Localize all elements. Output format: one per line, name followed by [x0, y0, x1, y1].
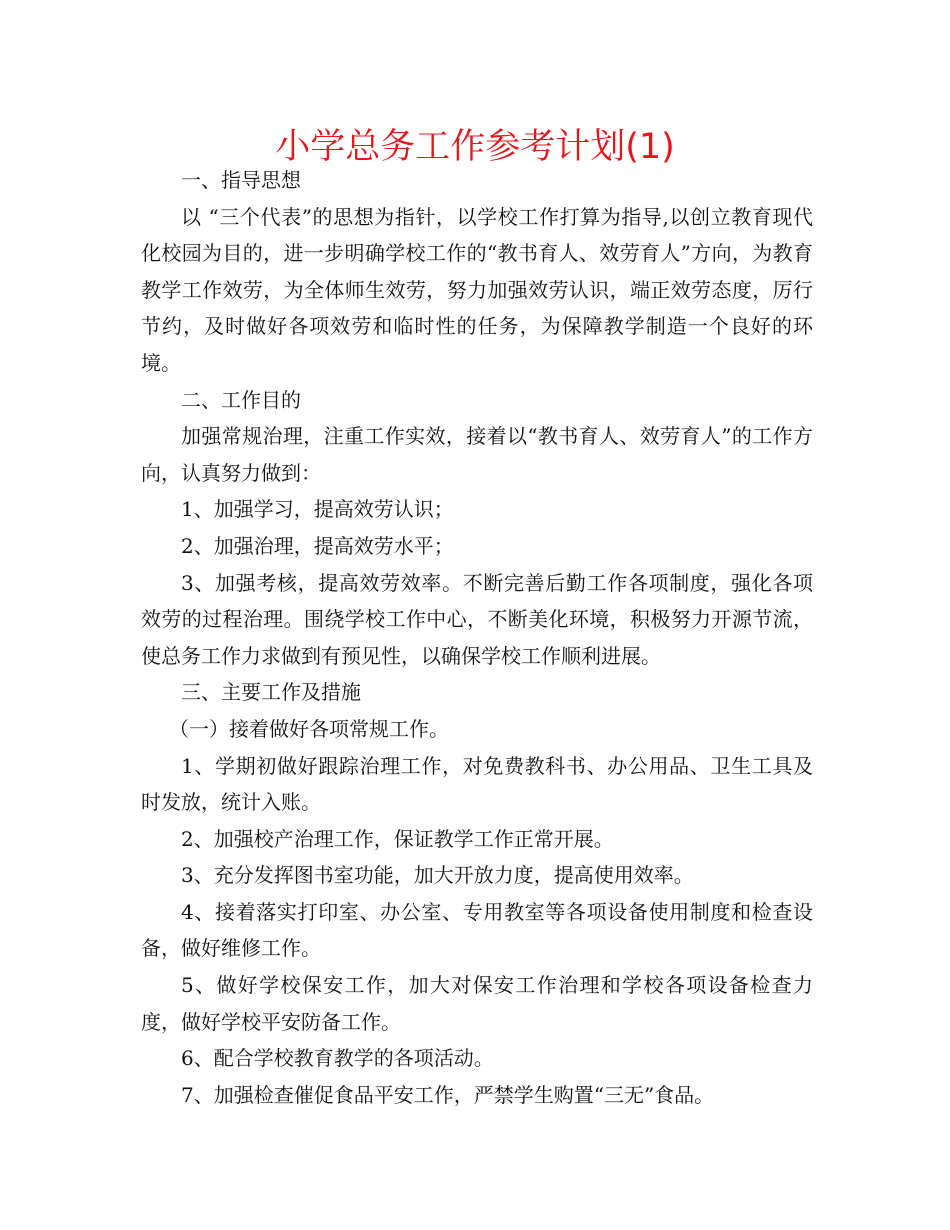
list-item: 3、加强考核，提高效劳效率。不断完善后勤工作各项制度，强化各项效劳的过程治理。围绕学校工作中心，不断美化环境，积极努力开源节流，使总务工作力求做到有预见性，以确保学校工作顺利进展。 [141, 570, 813, 668]
list-item: 2、加强治理，提高效劳水平； [181, 533, 454, 558]
list-item: 3、充分发挥图书室功能，加大开放力度，提高使用效率。 [181, 863, 694, 888]
body-paragraph: 以 “三个代表”的思想为指针，以学校工作打算为指导,以创立教育现代化校园为目的，进一步明确学校工作的“教书育人、效劳育人”方向，为教育教学工作效劳，为全体师生效劳，努力加强效劳认识，端正效劳态度，厉行节约，及时做好各项效劳和临时性的任务，为保障教学制造一个良好的环境。 [141, 204, 813, 375]
list-item: 7、加强检查催促食品平安工作，严禁学生购置“三无”食品。 [181, 1082, 715, 1107]
subsection-heading: （一）接着做好各项常规工作。 [169, 716, 449, 741]
list-item: 6、配合学校教育教学的各项活动。 [181, 1046, 494, 1071]
document-title: 小学总务工作参考计划(1) [275, 127, 675, 167]
list-item: 1、学期初做好跟踪治理工作，对免费教科书、办公用品、卫生工具及时发放，统计入账。 [141, 753, 813, 815]
section-heading-work-goals: 二、工作目的 [181, 387, 301, 412]
list-item: 4、接着落实打印室、办公室、专用教室等各项设备使用制度和检查设备，做好维修工作。 [141, 899, 813, 961]
list-item: 5、做好学校保安工作，加大对保安工作治理和学校各项设备检查力度，做好学校平安防备工作。 [141, 973, 813, 1034]
section-heading-main-work: 三、主要工作及措施 [181, 680, 361, 705]
document-body [141, 162, 813, 1113]
body-paragraph: 加强常规治理，注重工作实效，接着以“教书育人、效劳育人”的工作方向，认真努力做到： [141, 424, 813, 485]
list-item: 2、加强校产治理工作，保证教学工作正常开展。 [181, 826, 614, 851]
section-heading-guiding-ideology: 一、指导思想 [181, 168, 301, 192]
list-item: 1、加强学习，提高效劳认识； [181, 497, 454, 522]
